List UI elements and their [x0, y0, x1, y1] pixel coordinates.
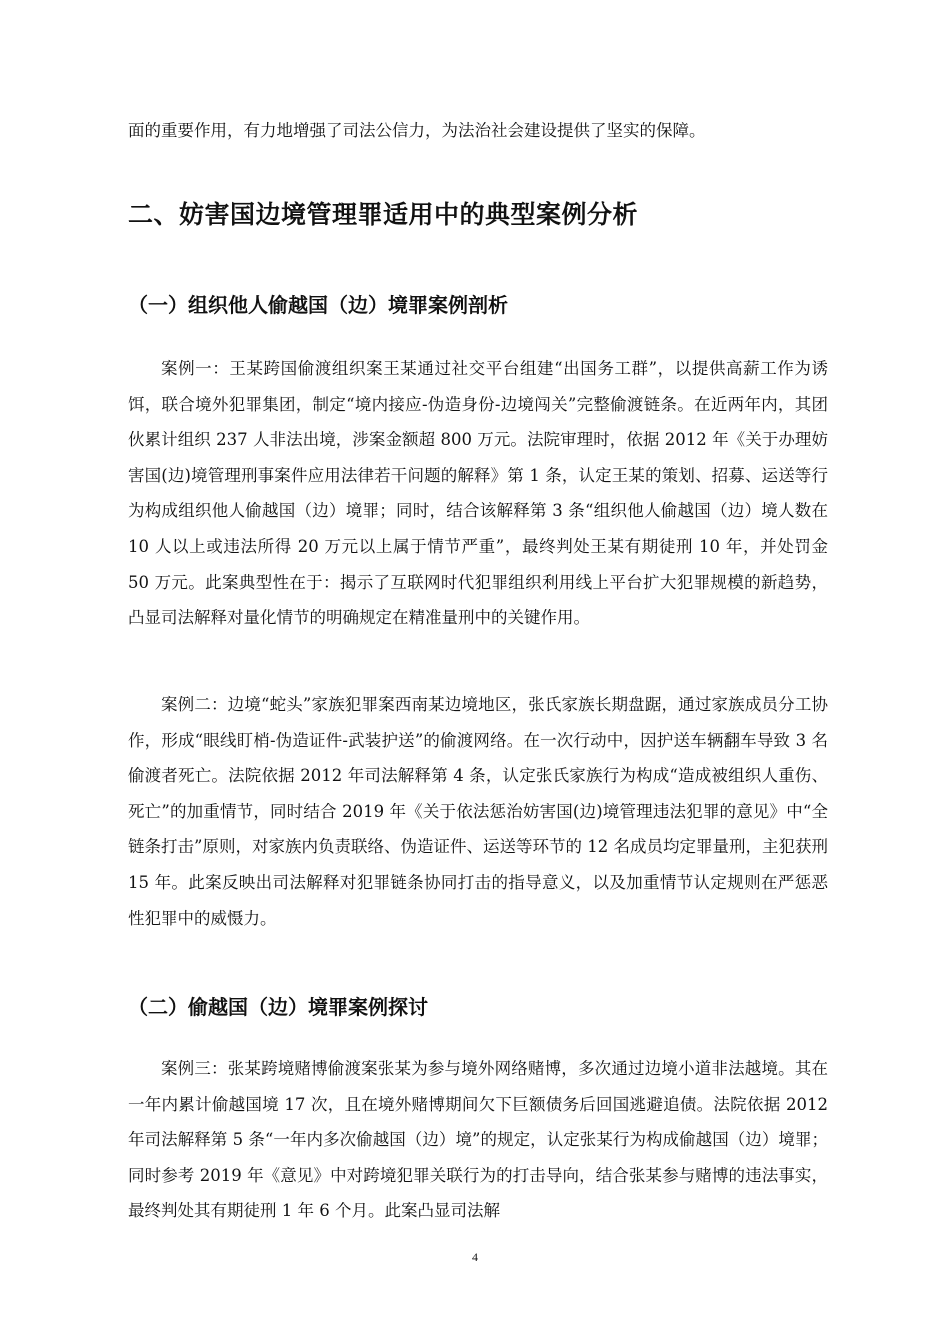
section-heading: 二、妨害国边境管理罪适用中的典型案例分析	[128, 200, 639, 229]
subsection-heading-1: （一）组织他人偷越国（边）境罪案例剖析	[128, 293, 508, 317]
case-paragraph-3: 案例三：张某跨境赌博偷渡案张某为参与境外网络赌博，多次通过边境小道非法越境。其在一年内累计偷越国境 17 次，且在境外赌博期间欠下巨额债务后回国逃避追债。法院依据 2012 年司法解释第 5 条“一年内多次偷越国（边）境”的规定，认定张某行为构成偷越国（边）境罪；同时参考 2019 年《意见》中对跨境犯罪关联行为的打击导向，结合张某参与赌博的违法事实，最终判处其有期徒刑 1 年 6 个月。此案凸显司法解	[128, 1059, 828, 1221]
page-number: 4	[472, 1250, 478, 1264]
case-paragraph-1: 案例一：王某跨国偷渡组织案王某通过社交平台组建“出国务工群”，以提供高薪工作为诱饵，联合境外犯罪集团，制定“境内接应-伪造身份-边境闯关”完整偷渡链条。在近两年内，其团伙累计组织 237 人非法出境，涉案金额超 800 万元。法院审理时，依据 2012 年《关于办理妨害国(边)境管理刑事案件应用法律若干问题的解释》第 1 条，认定王某的策划、招募、运送等行为构成组织他人偷越国（边）境罪；同时，结合该解释第 3 条“组织他人偷越国（边）境人数在 10 人以上或违法所得 20 万元以上属于情节严重”，最终判处王某有期徒刑 10 年，并处罚金 50 万元。此案典型性在于：揭示了互联网时代犯罪组织利用线上平台扩大犯罪规模的新趋势，凸显司法解释对量化情节的明确规定在精准量刑中的关键作用。	[128, 359, 828, 628]
subsection-heading-2: （二）偷越国（边）境罪案例探讨	[128, 995, 428, 1019]
continuation-paragraph: 面的重要作用，有力地增强了司法公信力，为法治社会建设提供了坚实的保障。	[128, 121, 706, 140]
case-paragraph-2: 案例二：边境“蛇头”家族犯罪案西南某边境地区，张氏家族长期盘踞，通过家族成员分工协作，形成“眼线盯梢-伪造证件-武装护送”的偷渡网络。在一次行动中，因护送车辆翻车导致 3 名偷渡者死亡。法院依据 2012 年司法解释第 4 条，认定张氏家族行为构成“造成被组织人重伤、死亡”的加重情节，同时结合 2019 年《关于依法惩治妨害国(边)境管理违法犯罪的意见》中“全链条打击”原则，对家族内负责联络、伪造证件、运送等环节的 12 名成员均定罪量刑，主犯获刑 15 年。此案反映出司法解释对犯罪链条协同打击的指导意义，以及加重情节认定规则在严惩恶性犯罪中的威慑力。	[128, 695, 828, 928]
